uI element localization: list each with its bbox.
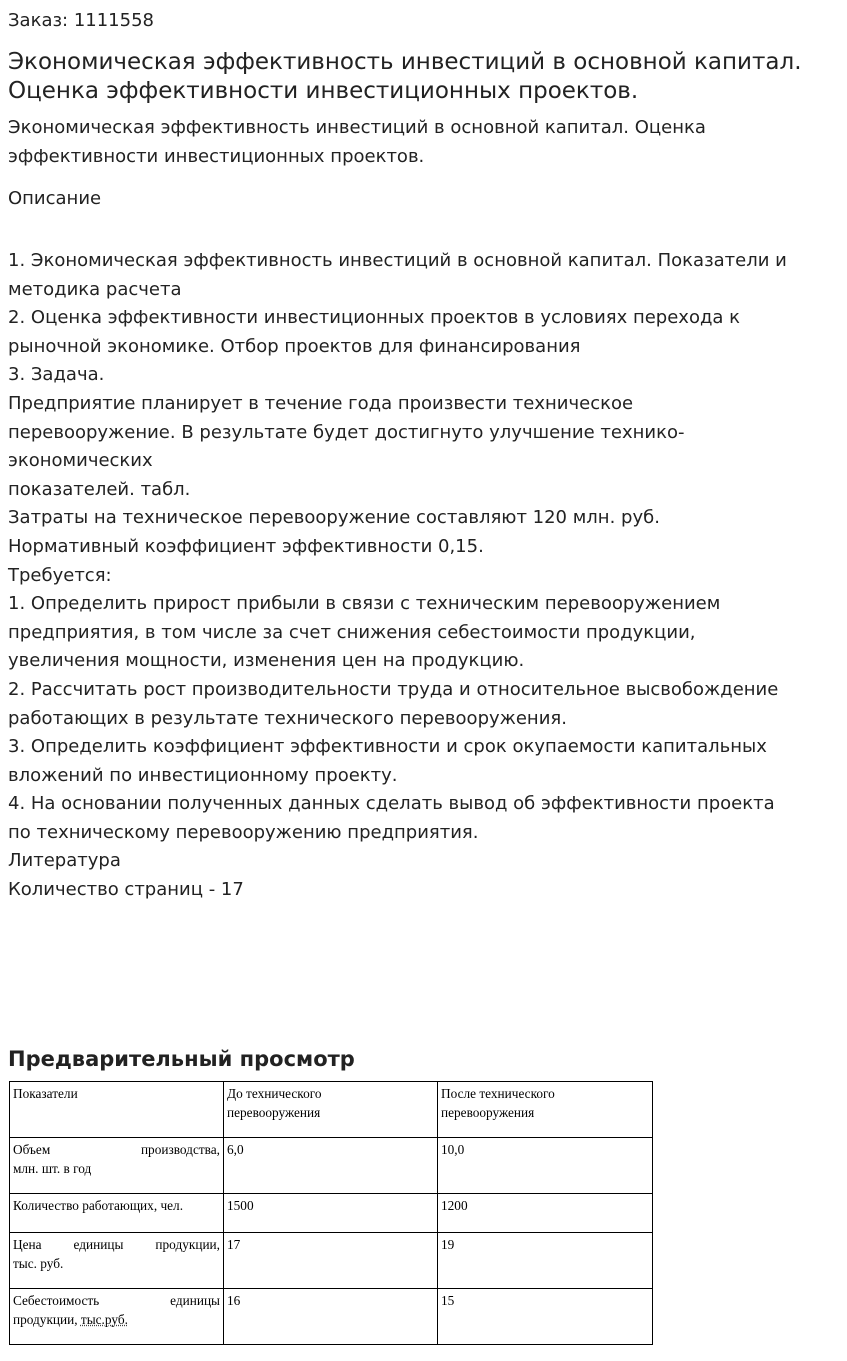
body-line: Литература — [8, 850, 121, 872]
row-label-line: Количество работающих, чел. — [13, 1198, 184, 1213]
body-line: методика расчета — [8, 278, 182, 300]
row-before-cell: 6,0 — [224, 1138, 438, 1194]
row-after-cell: 19 — [438, 1233, 653, 1289]
preview-table — [9, 1081, 653, 1345]
table-header-row — [10, 1082, 653, 1138]
body-line: работающих в результате технического перевооружения. — [8, 707, 567, 729]
table-header-cell — [10, 1082, 224, 1138]
body-line: 1. Определить прирост прибыли в связи с техническим перевооружением — [8, 593, 721, 615]
body-line: предприятия, в том числе за счет снижения себестоимости продукции, — [8, 621, 696, 643]
row-label-cell — [10, 1289, 224, 1345]
row-label-line: Себестоимость единицы — [13, 1293, 220, 1308]
table-row — [10, 1233, 653, 1289]
body-line: экономических — [8, 450, 153, 472]
body-line: вложений по инвестиционному проекту. — [8, 764, 398, 786]
row-after-cell: 15 — [438, 1289, 653, 1345]
table-row — [10, 1138, 653, 1194]
subtitle-line: эффективности инвестиционных проектов. — [8, 145, 425, 167]
description-heading: Описание — [8, 188, 102, 209]
table-row — [10, 1194, 653, 1233]
row-after-cell: 10,0 — [438, 1138, 653, 1194]
row-label-unit: тыс.руб. — [80, 1312, 128, 1327]
row-after-cell: 1200 — [438, 1194, 653, 1233]
preview-heading: Предварительный просмотр — [8, 1047, 355, 1071]
body-line: Количество страниц - 17 — [8, 879, 244, 901]
body-line: 1. Экономическая эффективность инвестиций в основной капитал. Показатели и — [8, 250, 787, 271]
table-header-cell — [224, 1082, 438, 1138]
row-label-line — [13, 1310, 220, 1329]
title-line: Оценка эффективности инвестиционных проектов. — [8, 78, 639, 104]
row-before-cell: 17 — [224, 1233, 438, 1289]
table-row — [10, 1289, 653, 1345]
header-before-line: перевооружения — [227, 1105, 321, 1120]
body-line: Предприятие планирует в течение года произвести техническое — [8, 392, 634, 414]
body-line: 2. Рассчитать рост производительности труда и относительное высвобождение — [8, 678, 779, 700]
body-line: Нормативный коэффициент эффективности 0,15. — [8, 535, 484, 557]
body-line: 4. На основании полученных данных сделать вывод об эффективности проекта — [8, 793, 775, 815]
row-label-cell — [10, 1138, 224, 1194]
row-label-line: млн. шт. в год — [13, 1161, 92, 1176]
body-line: Затраты на техническое перевооружение составляют 120 млн. руб. — [8, 507, 660, 529]
order-number: Заказ: 1111558 — [8, 10, 154, 31]
body-line: показателей. табл. — [8, 478, 191, 500]
row-label-part: продукции, — [13, 1312, 81, 1327]
body-line: 3. Задача. — [8, 364, 105, 386]
title-line: Экономическая эффективность инвестиций в основной капитал. — [8, 49, 802, 75]
row-before-cell: 1500 — [224, 1194, 438, 1233]
subtitle-line: Экономическая эффективность инвестиций в основной капитал. Оценка — [8, 117, 706, 138]
subtitle — [8, 114, 838, 171]
header-after-line: После технического — [441, 1086, 555, 1101]
body-line: перевооружение. В результате будет достигнуто улучшение технико- — [8, 421, 685, 443]
row-before-cell: 16 — [224, 1289, 438, 1345]
body-line: Требуется: — [8, 564, 112, 586]
page-title — [8, 48, 843, 106]
body-line: 2. Оценка эффективности инвестиционных проектов в условиях перехода к — [8, 307, 741, 329]
row-label-line: тыс. руб. — [13, 1256, 64, 1271]
header-after-line: перевооружения — [441, 1105, 535, 1120]
body-line: по техническому перевооружению предприятия. — [8, 821, 479, 843]
row-label-line: Объем производства, — [13, 1142, 220, 1157]
body-line: рыночной экономике. Отбор проектов для финансирования — [8, 335, 581, 357]
row-label-cell — [10, 1233, 224, 1289]
header-before-line: До технического — [227, 1086, 322, 1101]
body-line: увеличения мощности, изменения цен на продукцию. — [8, 650, 525, 672]
row-label-line: Цена единицы продукции, — [13, 1237, 220, 1252]
row-label-cell — [10, 1194, 224, 1233]
table-header-cell — [438, 1082, 653, 1138]
body-line: 3. Определить коэффициент эффективности и срок окупаемости капитальных — [8, 736, 767, 758]
description-body — [8, 247, 843, 905]
header-indicators: Показатели — [13, 1086, 78, 1101]
